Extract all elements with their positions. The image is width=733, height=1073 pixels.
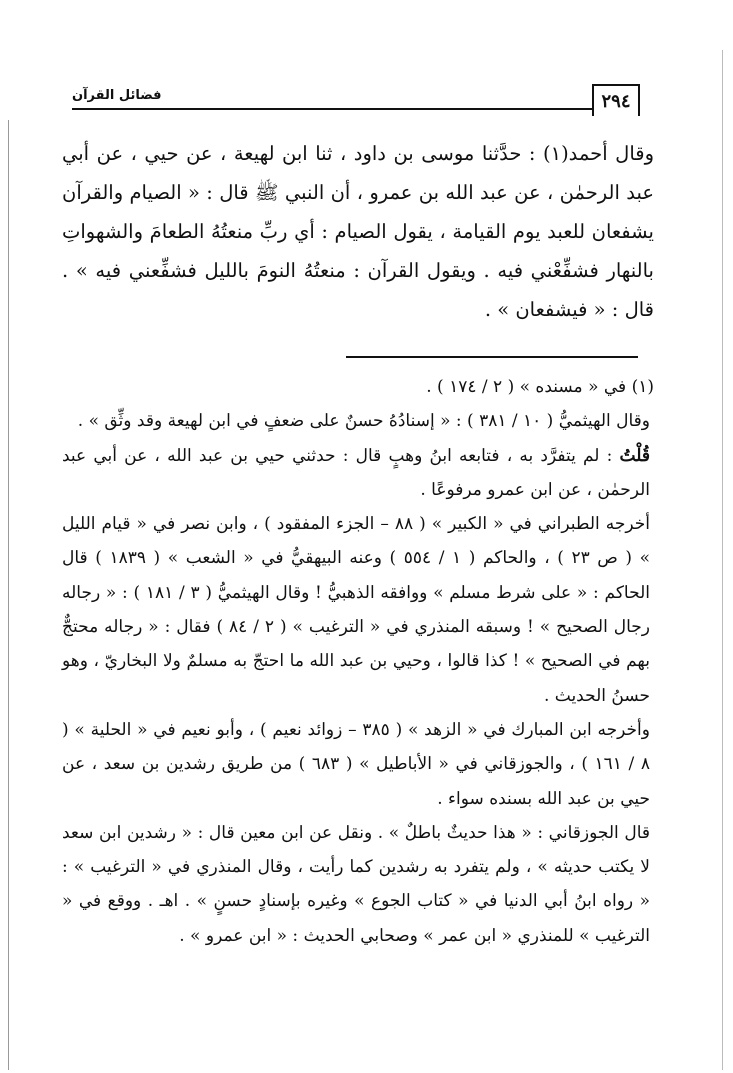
qult-text: : لم يتفرَّد به ، فتابعه ابنُ وهبٍ قال : حدثني حيي بن عبد الله ، عن أبي عبد الرحمٰن ، عن ابن عمرو مرفوعًا . — [62, 445, 650, 500]
footnote-1: (١) في « مسنده » ( ٢ / ١٧٤ ) . — [426, 377, 654, 397]
main-text — [62, 134, 654, 329]
page-right-edge — [722, 50, 723, 1070]
footnote-qult — [62, 439, 654, 508]
running-header-title: فضائل القرآن — [72, 88, 162, 103]
qult-label: قُلْتُ — [619, 445, 650, 466]
footnote-separator — [346, 356, 638, 358]
page-number: ٢٩٤ — [592, 84, 640, 116]
hadith-paragraph: وقال أحمد(١) : حدَّثنا موسى بن داود ، ثنا ابن لهيعة ، عن حيي ، عن أبي عبد الرحمٰن ، عن عبد الله بن عمرو ، أن النبي ﷺ قال : « الصيام والقرآن يشفعان للعبد يوم القيامة ، يقول الصيام : أي ربِّ منعتُهُ الطعامَ والشهواتِ بالنهار فشفِّعْني فيه . ويقول القرآن : منعتُهُ النومَ بالليل فشفِّعني فيه » . قال : « فيشفعان » . — [62, 142, 654, 321]
page-left-edge — [8, 120, 9, 1070]
footnote-takhrij-2: وأخرجه ابن المبارك في « الزهد » ( ٣٨٥ – زوائد نعيم ) ، وأبو نعيم في « الحلية » ( ٨ / ١٦١ ) ، والجوزقاني في « الأباطيل » ( ٦٨٣ ) من طريق رشدين بن سعد ، عن حيي بن عبد الله بسنده سواء . — [62, 719, 650, 809]
footnote-takhrij-1: أخرجه الطبراني في « الكبير » ( ٨٨ – الجزء المفقود ) ، وابن نصر في « قيام الليل » ( ص ٢٣ ) ، والحاكم ( ١ / ٥٥٤ ) وعنه البيهقيُّ في « الشعب » ( ١٨٣٩ ) قال الحاكم : « على شرط مسلم » ووافقه الذهبيُّ ! وقال الهيثميُّ ( ٣ / ١٨١ ) : « رجاله رجال الصحيح » ! وسبقه المنذري في « الترغيب » ( ٢ / ٨٤ ) فقال : « رجاله محتجٌّ بهم في الصحيح » ! كذا قالوا ، وحيي بن عبد الله ما احتجّ به مسلمٌ ولا البخاريّ ، وهو حسنُ الحديث . — [62, 514, 651, 706]
header-rule — [72, 108, 592, 110]
footnotes — [62, 370, 654, 953]
footnote-haythami: وقال الهيثميُّ ( ١٠ / ٣٨١ ) : « إسنادُهُ حسنٌ على ضعفٍ في ابن لهيعة وقد وثِّق » . — [77, 411, 650, 432]
footnote-jawzaqani: قال الجوزقاني : « هذا حديثٌ باطلٌ » . ونقل عن ابن معين قال : « رشدين ابن سعد لا يكتب حديثه » ، ولم يتفرد به رشدين كما رأيت ، وقال المنذري في « الترغيب » : « رواه ابنُ أبي الدنيا في « كتاب الجوع » وغيره بإسنادٍ حسنٍ » . اهـ . ووقع في « الترغيب » للمنذري « ابن عمر » وصحابي الحديث : « ابن عمرو » . — [62, 822, 650, 946]
